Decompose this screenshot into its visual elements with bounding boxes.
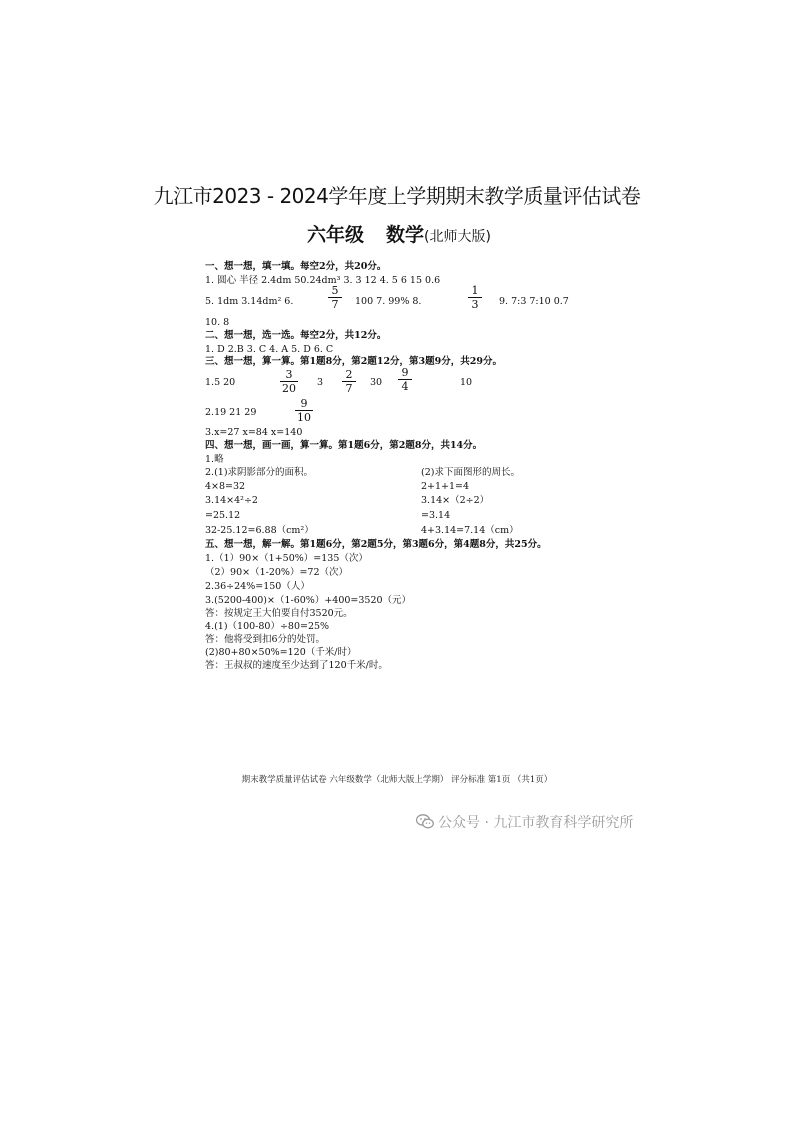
page-footer: 期末教学质量评估试卷 六年级数学（北师大版上学期） 评分标准 第1页 （共1页） (241, 775, 553, 785)
fraction-numerator: 9 (300, 397, 308, 410)
section1-line1: 1. 圆心 半径 2.4dm 50.24dm³ 3. 3 12 4. 5 6 15 0.6 (205, 275, 441, 286)
fraction-denominator: 3 (471, 298, 479, 311)
section4-right-line: 2+1+1=4 (421, 481, 470, 492)
section3-line1d: 10 (460, 377, 473, 388)
section4-left-line: 32-25.12=6.88（cm²） (205, 525, 314, 536)
section5-line: 答：王叔叔的速度至少达到了120千米/时。 (205, 660, 388, 671)
section4-left-line: 2.(1)求阴影部分的面积。 (205, 467, 314, 478)
fraction-denominator: 7 (331, 298, 339, 311)
section5-line: 4.(1)（100-80）÷80=25% (205, 621, 330, 632)
section4-left-line: 4×8=32 (205, 481, 246, 492)
fraction-denominator: 10 (297, 411, 311, 424)
section1-line2a: 5. 1dm 3.14dm² 6. (205, 296, 294, 307)
section5-line: 3.(5200-400)×（1-60%）+400=3520（元） (205, 595, 412, 606)
section2-line1: 1. D 2.B 3. C 4. A 5. D 6. C (205, 344, 334, 355)
section4-left-line: =25.12 (205, 510, 241, 521)
section5-heading: 五、想一想，解一解。第1题6分，第2题5分，第3题6分，第4题8分，共25分。 (205, 539, 547, 550)
fraction-numerator: 2 (345, 368, 353, 381)
watermark-text: 公众号 · 九江市教育科学研究所 (438, 815, 634, 831)
section5-line: (2)80+80×50%=120（千米/时） (205, 647, 357, 658)
fraction-3-20 (281, 368, 297, 395)
section3-line1c: 30 (370, 377, 383, 388)
fraction-q8 (469, 284, 481, 311)
fraction-9-4 (399, 366, 411, 393)
section1-line3: 10. 8 (205, 317, 230, 328)
section3-line2: 2.19 21 29 (205, 407, 257, 418)
fraction-numerator: 3 (285, 368, 293, 381)
section4-left-line: 3.14×4²÷2 (205, 495, 258, 506)
grade-label: 六年级 (307, 224, 365, 246)
section1-line2b: 100 7. 99% 8. (355, 296, 422, 307)
page-title: 九江市2023 - 2024学年度上学期期末教学质量评估试卷 (153, 184, 641, 208)
section3-line1a: 1.5 20 (205, 377, 236, 388)
wechat-icon (416, 814, 434, 833)
page-subtitle (307, 220, 491, 247)
section1-line2c: 9. 7:3 7:10 0.7 (499, 296, 569, 307)
section4-heading: 四、想一想，画一画，算一算。第1题6分，第2题8分，共14分。 (205, 440, 483, 451)
section4-right-line: 4+3.14=7.14（cm） (421, 525, 519, 536)
section4-right-line: 3.14×（2÷2） (421, 495, 490, 506)
section5-line: 答：他将受到扣6分的处罚。 (205, 634, 326, 645)
subject-label: 数学 (386, 224, 425, 246)
fraction-denominator: 7 (345, 382, 353, 395)
edition-label: (北师大版) (424, 229, 491, 245)
fraction-numerator: 5 (331, 284, 339, 297)
fraction-denominator: 4 (401, 380, 409, 393)
section4-right-line: (2)求下面图形的周长。 (421, 467, 520, 478)
section3-line3: 3.x=27 x=84 x=140 (205, 427, 303, 438)
section4-q1: 1.略 (205, 454, 224, 465)
fraction-2-7 (343, 368, 355, 395)
section5-line: 2.36÷24%=150（人） (205, 581, 310, 592)
fraction-numerator: 1 (471, 284, 479, 297)
section3-line1b: 3 (317, 377, 324, 388)
fraction-q6 (329, 284, 341, 311)
fraction-numerator: 9 (401, 366, 409, 379)
section5-line: 1.（1）90×（1+50%）=135（次） (205, 553, 368, 564)
section3-heading: 三、想一想，算一算。第1题8分，第2题12分，第3题9分，共29分。 (205, 356, 502, 367)
watermark (416, 812, 633, 833)
fraction-denominator: 20 (282, 382, 296, 395)
fraction-9-10 (296, 397, 312, 424)
section4-right-line: =3.14 (421, 510, 451, 521)
section1-heading: 一、想一想，填一填。每空2分，共20分。 (205, 261, 387, 272)
section5-line: 答：按规定王大伯要自付3520元。 (205, 608, 353, 619)
section2-heading: 二、想一想，选一选。每空2分，共12分。 (205, 330, 387, 341)
section5-line: （2）90×（1-20%）=72（次） (205, 567, 349, 578)
